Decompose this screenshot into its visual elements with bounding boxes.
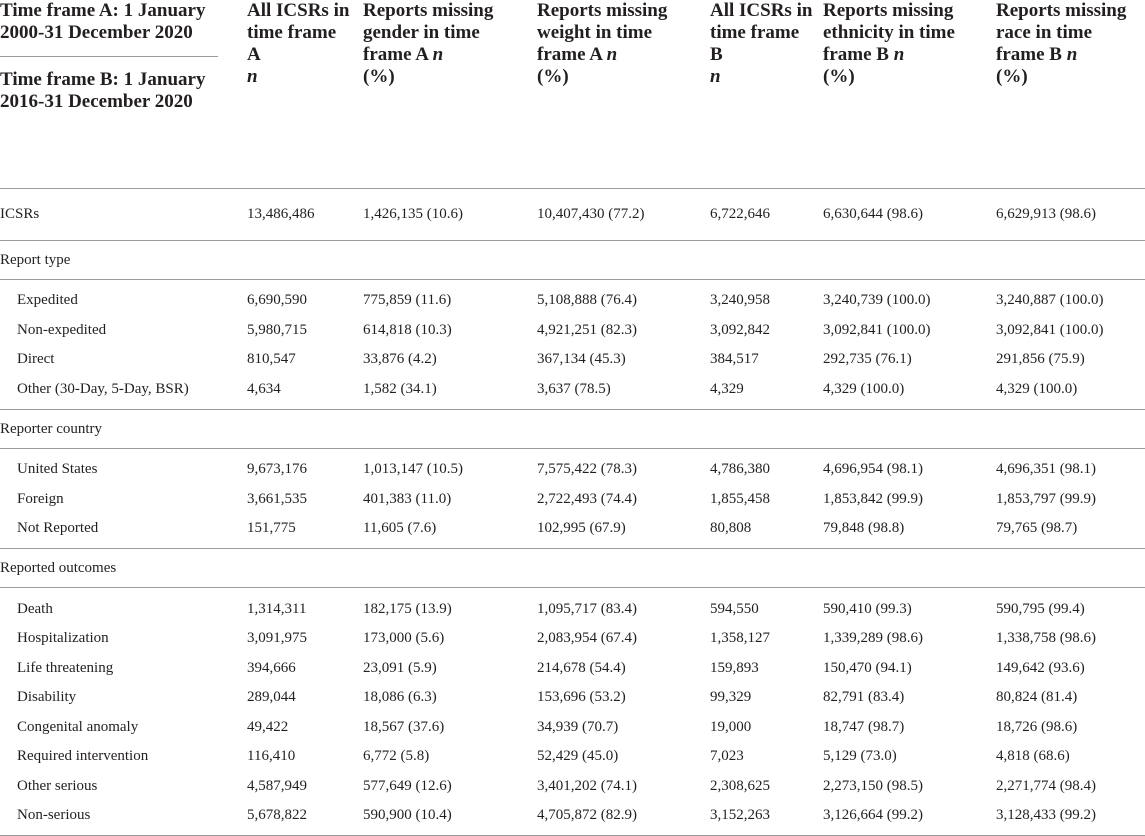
table-row bbox=[0, 771, 1145, 801]
row-label: Foreign bbox=[17, 490, 64, 507]
table-cell: 3,240,958 bbox=[710, 292, 770, 309]
table-cell: 1,853,842 (99.9) bbox=[823, 490, 923, 507]
table-cell: 1,013,147 (10.5) bbox=[363, 461, 463, 478]
table-cell: 3,240,739 (100.0) bbox=[823, 292, 931, 309]
table-row bbox=[0, 742, 1145, 772]
table-cell: 1,314,311 bbox=[247, 600, 307, 617]
timeframe-a-label: Time frame A: 1 January 2000-31 December 2020 bbox=[0, 0, 218, 57]
table-cell: 18,747 (98.7) bbox=[823, 718, 905, 735]
table-cell: 394,666 bbox=[247, 659, 296, 676]
header-all-icsrs-a bbox=[237, 0, 353, 188]
table-cell: 23,091 (5.9) bbox=[363, 659, 437, 676]
table-cell: 3,661,535 bbox=[247, 490, 307, 507]
table-cell: 4,587,949 bbox=[247, 777, 307, 794]
table-row bbox=[0, 588, 1145, 624]
table-cell: 2,308,625 bbox=[710, 777, 770, 794]
table-cell: 116,410 bbox=[247, 748, 296, 765]
table-cell: 384,517 bbox=[710, 351, 759, 368]
table-cell: 150,470 (94.1) bbox=[823, 659, 912, 676]
table-cell: 79,848 (98.8) bbox=[823, 520, 905, 537]
table-cell: 18,086 (6.3) bbox=[363, 689, 437, 706]
totals-row bbox=[0, 188, 1145, 240]
table-cell: 34,939 (70.7) bbox=[537, 718, 619, 735]
header-timeframes bbox=[0, 0, 237, 188]
table-cell: 3,092,841 (100.0) bbox=[996, 321, 1104, 338]
header-stat: n bbox=[710, 66, 721, 87]
row-label: Hospitalization bbox=[17, 630, 109, 647]
table-cell: 590,900 (10.4) bbox=[353, 801, 527, 836]
table-cell: 4,329 bbox=[710, 380, 744, 397]
table-cell: 82,791 (83.4) bbox=[823, 689, 905, 706]
table-row bbox=[0, 514, 1145, 549]
table-cell: 182,175 (13.9) bbox=[363, 600, 452, 617]
row-label: Required intervention bbox=[17, 748, 149, 765]
category-row bbox=[0, 240, 1145, 279]
table-cell: 1,338,758 (98.6) bbox=[996, 630, 1096, 647]
table-cell: 289,044 bbox=[247, 689, 296, 706]
table-cell: 151,775 bbox=[247, 520, 296, 537]
table-cell: 214,678 (54.4) bbox=[537, 659, 626, 676]
table-cell: 6,722,646 bbox=[710, 206, 770, 222]
table-cell: 3,091,975 bbox=[247, 630, 307, 647]
row-label: Non-serious bbox=[0, 801, 237, 836]
category-label: Reported outcomes bbox=[0, 549, 1145, 588]
table-cell: 33,876 (4.2) bbox=[363, 351, 437, 368]
table-cell: 2,273,150 (98.5) bbox=[823, 777, 923, 794]
category-label: Report type bbox=[0, 240, 1145, 279]
table-cell: 52,429 (45.0) bbox=[537, 748, 619, 765]
table-cell: 10,407,430 (77.2) bbox=[537, 206, 645, 222]
table-cell: 292,735 (76.1) bbox=[823, 351, 912, 368]
table-cell: 1,853,797 (99.9) bbox=[996, 490, 1096, 507]
table-cell: 49,422 bbox=[247, 718, 289, 735]
table-cell: 590,795 (99.4) bbox=[996, 600, 1085, 617]
table-cell: 19,000 bbox=[710, 718, 752, 735]
table-cell: 7,575,422 (78.3) bbox=[537, 461, 637, 478]
header-label: Reports missing ethnicity in time frame B bbox=[823, 0, 955, 65]
table-row bbox=[0, 315, 1145, 345]
table-cell: 577,649 (12.6) bbox=[363, 777, 452, 794]
table-cell: 3,128,433 (99.2) bbox=[986, 801, 1145, 836]
header-label: Reports missing gender in time frame A bbox=[363, 0, 494, 65]
table-cell: 1,095,717 (83.4) bbox=[537, 600, 637, 617]
table-cell: 4,696,351 (98.1) bbox=[996, 461, 1096, 478]
header-stat: n bbox=[606, 44, 618, 65]
table-cell: 153,696 (53.2) bbox=[537, 689, 626, 706]
table-cell: 3,092,841 (100.0) bbox=[823, 321, 931, 338]
header-label: All ICSRs in time frame B bbox=[710, 0, 813, 65]
table-body bbox=[0, 188, 1145, 836]
table-header bbox=[0, 0, 1145, 188]
table-cell: 1,426,135 (10.6) bbox=[363, 206, 463, 222]
table-cell: 775,859 (11.6) bbox=[363, 292, 452, 309]
table-row bbox=[0, 683, 1145, 713]
table-cell: 614,818 (10.3) bbox=[363, 321, 452, 338]
table-cell: 80,808 bbox=[710, 520, 752, 537]
table-cell: 4,818 (68.6) bbox=[996, 748, 1070, 765]
table-row bbox=[0, 801, 1145, 836]
header-missing-weight-a bbox=[527, 0, 700, 188]
header-all-icsrs-b bbox=[700, 0, 813, 188]
table-cell: 13,486,486 bbox=[247, 206, 315, 222]
table-cell: 80,824 (81.4) bbox=[996, 689, 1078, 706]
table-cell: 4,696,954 (98.1) bbox=[823, 461, 923, 478]
table-cell: 4,705,872 (82.9) bbox=[527, 801, 700, 836]
header-missing-race-b bbox=[986, 0, 1145, 188]
table-cell: 1,582 (34.1) bbox=[363, 380, 437, 397]
header-stat: n bbox=[1066, 44, 1078, 65]
row-label: Other serious bbox=[17, 777, 98, 794]
table-cell: 99,329 bbox=[710, 689, 752, 706]
table-cell: 2,083,954 (67.4) bbox=[537, 630, 637, 647]
table-cell: 18,726 (98.6) bbox=[996, 718, 1078, 735]
table-cell: 2,722,493 (74.4) bbox=[537, 490, 637, 507]
table-cell: 5,108,888 (76.4) bbox=[537, 292, 637, 309]
header-stat: n bbox=[432, 44, 444, 65]
header-missing-gender-a bbox=[353, 0, 527, 188]
table-cell: 291,856 (75.9) bbox=[996, 351, 1085, 368]
header-stat: n bbox=[247, 66, 258, 87]
table-cell: 3,152,263 bbox=[700, 801, 813, 836]
row-label: ICSRs bbox=[0, 206, 40, 222]
table-cell: 4,634 bbox=[247, 380, 281, 397]
table-cell: 1,855,458 bbox=[710, 490, 770, 507]
table-cell: 3,240,887 (100.0) bbox=[996, 292, 1104, 309]
table-cell: 2,271,774 (98.4) bbox=[996, 777, 1096, 794]
row-label: Non-expedited bbox=[17, 321, 107, 338]
table-cell: 1,339,289 (98.6) bbox=[823, 630, 923, 647]
table-cell: 594,550 bbox=[710, 600, 759, 617]
table-row bbox=[0, 624, 1145, 654]
table-cell: 5,678,822 bbox=[237, 801, 353, 836]
row-label: Other (30-Day, 5-Day, BSR) bbox=[17, 380, 189, 397]
category-label: Reporter country bbox=[0, 409, 1145, 448]
row-label: United States bbox=[17, 461, 98, 478]
row-label: Life threatening bbox=[17, 659, 114, 676]
table-cell: 173,000 (5.6) bbox=[363, 630, 445, 647]
table-cell: 102,995 (67.9) bbox=[537, 520, 626, 537]
category-row bbox=[0, 409, 1145, 448]
table-cell: 6,772 (5.8) bbox=[363, 748, 430, 765]
table-cell: 7,023 bbox=[710, 748, 744, 765]
header-label: All ICSRs in time frame A bbox=[247, 0, 350, 65]
table-cell: 149,642 (93.6) bbox=[996, 659, 1085, 676]
header-label: Reports missing weight in time frame A bbox=[537, 0, 668, 65]
header-pct: (%) bbox=[363, 66, 395, 87]
header-row bbox=[0, 0, 1145, 188]
row-label: Direct bbox=[17, 351, 55, 368]
table-cell: 6,630,644 (98.6) bbox=[823, 206, 923, 222]
table-cell: 401,383 (11.0) bbox=[363, 490, 452, 507]
header-missing-ethnicity-b bbox=[813, 0, 986, 188]
table-cell: 6,629,913 (98.6) bbox=[996, 206, 1096, 222]
row-label: Not Reported bbox=[17, 520, 99, 537]
row-label: Disability bbox=[17, 689, 77, 706]
table-cell: 4,329 (100.0) bbox=[823, 380, 905, 397]
category-row bbox=[0, 549, 1145, 588]
table-row bbox=[0, 345, 1145, 375]
table-cell: 4,921,251 (82.3) bbox=[537, 321, 637, 338]
table-cell: 18,567 (37.6) bbox=[363, 718, 445, 735]
table-cell: 4,329 (100.0) bbox=[996, 380, 1078, 397]
row-label: Expedited bbox=[17, 292, 78, 309]
table-cell: 6,690,590 bbox=[247, 292, 307, 309]
table-cell: 3,092,842 bbox=[710, 321, 770, 338]
row-label: Death bbox=[17, 600, 53, 617]
table-row bbox=[0, 712, 1145, 742]
row-label: Congenital anomaly bbox=[17, 718, 139, 735]
table-cell: 810,547 bbox=[247, 351, 296, 368]
header-label: Reports missing race in time frame B bbox=[996, 0, 1127, 65]
table-row bbox=[0, 279, 1145, 315]
header-pct: (%) bbox=[996, 66, 1028, 87]
table-cell: 367,134 (45.3) bbox=[537, 351, 626, 368]
header-pct: (%) bbox=[537, 66, 569, 87]
header-pct: (%) bbox=[823, 66, 855, 87]
table-cell: 5,129 (73.0) bbox=[823, 748, 897, 765]
table-row bbox=[0, 374, 1145, 409]
table-cell: 3,126,664 (99.2) bbox=[813, 801, 986, 836]
table-row bbox=[0, 653, 1145, 683]
table-cell: 9,673,176 bbox=[247, 461, 307, 478]
table-cell: 3,637 (78.5) bbox=[537, 380, 611, 397]
table-cell: 4,786,380 bbox=[710, 461, 770, 478]
timeframe-b-label: Time frame B: 1 January 2016-31 December 2020 bbox=[0, 69, 206, 112]
table-cell: 11,605 (7.6) bbox=[363, 520, 437, 537]
table-cell: 159,893 bbox=[710, 659, 759, 676]
table-row bbox=[0, 448, 1145, 484]
table-cell: 590,410 (99.3) bbox=[823, 600, 912, 617]
table-cell: 3,401,202 (74.1) bbox=[537, 777, 637, 794]
table-cell: 79,765 (98.7) bbox=[996, 520, 1078, 537]
table-row bbox=[0, 484, 1145, 514]
table-cell: 5,980,715 bbox=[247, 321, 307, 338]
header-stat: n bbox=[893, 44, 905, 65]
table-cell: 1,358,127 bbox=[710, 630, 770, 647]
